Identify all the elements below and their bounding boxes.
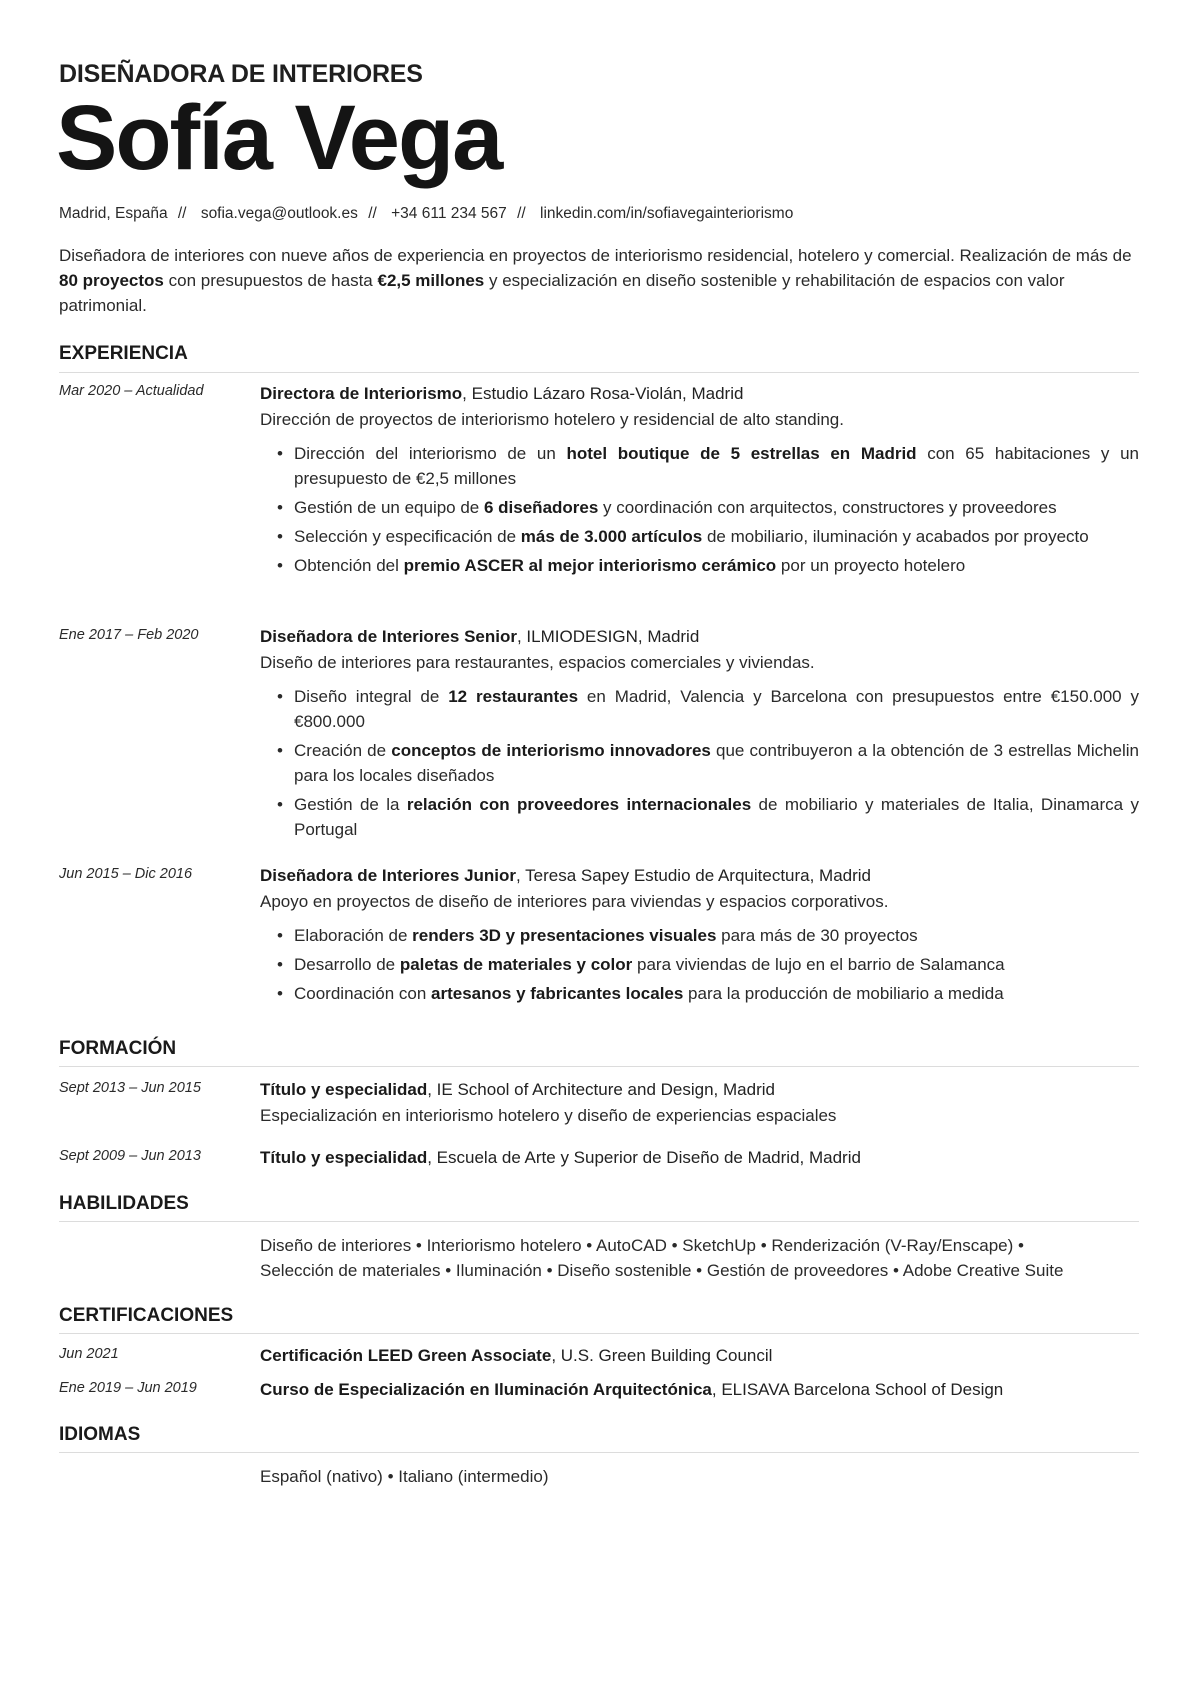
role: Diseñadora de Interiores Senior <box>260 627 517 646</box>
achievement-list <box>260 684 1139 842</box>
candidate-name: Sofía Vega <box>56 87 502 189</box>
education-date: Sept 2009 – Jun 2013 <box>59 1148 201 1164</box>
section-divider <box>59 1333 1139 1334</box>
contact-linkedin[interactable]: linkedin.com/in/sofiavegainteriorismo <box>540 205 794 222</box>
company: , Estudio Lázaro Rosa-Violán, Madrid <box>462 384 744 403</box>
contact-email[interactable]: sofia.vega@outlook.es <box>200 205 358 222</box>
education-title <box>260 1145 1139 1171</box>
education-entry <box>260 1077 1139 1129</box>
summary-highlight: 80 proyectos <box>59 271 164 290</box>
contact-location: Madrid, España <box>59 205 168 222</box>
experience-title <box>260 863 1139 889</box>
skills-line: Diseño de interiores • Interiorismo hotelero • AutoCAD • SketchUp • Renderización (V-Ray/Enscape) • <box>260 1236 1024 1255</box>
certification-date: Ene 2019 – Jun 2019 <box>59 1380 197 1396</box>
experience-entry <box>260 863 1139 1010</box>
school: , IE School of Architecture and Design, Madrid <box>427 1080 775 1099</box>
education-title <box>260 1077 1139 1103</box>
list-item: • Desarrollo de paletas de materiales y color para viviendas de lujo en el barrio de Salamanca <box>294 952 1139 977</box>
certification-title <box>260 1343 1139 1369</box>
certification-issuer: , U.S. Green Building Council <box>551 1346 773 1365</box>
experience-date: Jun 2015 – Dic 2016 <box>59 866 193 882</box>
school: , Escuela de Arte y Superior de Diseño de Madrid, Madrid <box>427 1148 861 1167</box>
professional-summary <box>59 243 1139 318</box>
degree: Título y especialidad <box>260 1080 428 1099</box>
contact-separator: // <box>517 205 526 222</box>
job-title: DISEÑADORA DE INTERIORES <box>59 60 423 88</box>
summary-text: con presupuestos de hasta <box>163 271 378 290</box>
achievement-list <box>260 441 1139 578</box>
list-item: • Diseño integral de 12 restaurantes en Madrid, Valencia y Barcelona con presupuestos entre €150.000 y €800.000 <box>294 684 1139 734</box>
certification-title <box>260 1377 1139 1403</box>
contact-line <box>59 205 793 223</box>
section-heading-education: FORMACIÓN <box>59 1038 177 1059</box>
degree: Título y especialidad <box>260 1148 428 1167</box>
experience-date: Ene 2017 – Feb 2020 <box>59 627 199 643</box>
languages-list: Español (nativo) • Italiano (intermedio) <box>260 1467 549 1486</box>
certification-name: Curso de Especialización en Iluminación Arquitectónica <box>260 1380 712 1399</box>
certification-issuer: , ELISAVA Barcelona School of Design <box>711 1380 1004 1399</box>
certification-entry <box>260 1377 1139 1403</box>
experience-date: Mar 2020 – Actualidad <box>59 383 204 399</box>
experience-title <box>260 624 1139 650</box>
contact-separator: // <box>177 205 187 222</box>
experience-title <box>260 381 1139 407</box>
education-description: Especialización en interiorismo hotelero y diseño de experiencias espaciales <box>260 1106 837 1125</box>
list-item: • Selección y especificación de más de 3.000 artículos de mobiliario, iluminación y acabados por proyecto <box>294 524 1139 549</box>
list-item: • Coordinación con artesanos y fabricantes locales para la producción de mobiliario a medida <box>294 981 1139 1006</box>
summary-text: Diseñadora de interiores con nueve años de experiencia en proyectos de interiorismo residencial, hotelero y comercial. Realización de más de <box>59 246 1132 265</box>
summary-text: y especialización en diseño sostenible y rehabilitación de espacios con valor patrimonial. <box>59 271 1065 315</box>
section-divider <box>59 1066 1139 1067</box>
certification-entry <box>260 1343 1139 1369</box>
section-divider <box>59 1452 1139 1453</box>
section-divider <box>59 372 1139 373</box>
list-item: • Elaboración de renders 3D y presentaciones visuales para más de 30 proyectos <box>294 923 1139 948</box>
section-heading-languages: IDIOMAS <box>59 1424 141 1445</box>
list-item: • Creación de conceptos de interiorismo innovadores que contribuyeron a la obtención de 3 estrellas Michelin para los locales diseñados <box>294 738 1139 788</box>
education-entry <box>260 1145 1139 1171</box>
section-heading-skills: HABILIDADES <box>59 1193 189 1214</box>
experience-description: Dirección de proyectos de interiorismo hotelero y residencial de alto standing. <box>260 410 844 429</box>
list-item: • Obtención del premio ASCER al mejor interiorismo cerámico por un proyecto hotelero <box>294 553 1139 578</box>
section-heading-experience: EXPERIENCIA <box>59 343 188 364</box>
list-item: • Gestión de la relación con proveedores internacionales de mobiliario y materiales de Italia, Dinamarca y Portugal <box>294 792 1139 842</box>
skills-list <box>260 1233 1139 1283</box>
section-divider <box>59 1221 1139 1222</box>
skills-line: Selección de materiales • Iluminación • Diseño sostenible • Gestión de proveedores • Adobe Creative Suite <box>260 1261 1064 1280</box>
contact-phone[interactable]: +34 611 234 567 <box>391 205 507 222</box>
certification-name: Certificación LEED Green Associate <box>260 1346 552 1365</box>
list-item: • Dirección del interiorismo de un hotel boutique de 5 estrellas en Madrid con 65 habitaciones y un presupuesto de €2,5 millones <box>294 441 1139 491</box>
role: Directora de Interiorismo <box>260 384 463 403</box>
experience-description: Diseño de interiores para restaurantes, espacios comerciales y viviendas. <box>260 653 815 672</box>
experience-description: Apoyo en proyectos de diseño de interiores para viviendas y espacios corporativos. <box>260 892 889 911</box>
section-heading-certifications: CERTIFICACIONES <box>59 1305 234 1326</box>
role: Diseñadora de Interiores Junior <box>260 866 517 885</box>
summary-highlight: €2,5 millones <box>377 271 485 290</box>
experience-entry <box>260 381 1139 582</box>
experience-entry <box>260 624 1139 846</box>
contact-separator: // <box>368 205 377 222</box>
certification-date: Jun 2021 <box>59 1346 119 1362</box>
education-date: Sept 2013 – Jun 2015 <box>59 1080 201 1096</box>
achievement-list <box>260 923 1139 1006</box>
company: , Teresa Sapey Estudio de Arquitectura, Madrid <box>516 866 872 885</box>
list-item: • Gestión de un equipo de 6 diseñadores y coordinación con arquitectos, constructores y proveedores <box>294 495 1139 520</box>
company: , ILMIODESIGN, Madrid <box>516 627 700 646</box>
